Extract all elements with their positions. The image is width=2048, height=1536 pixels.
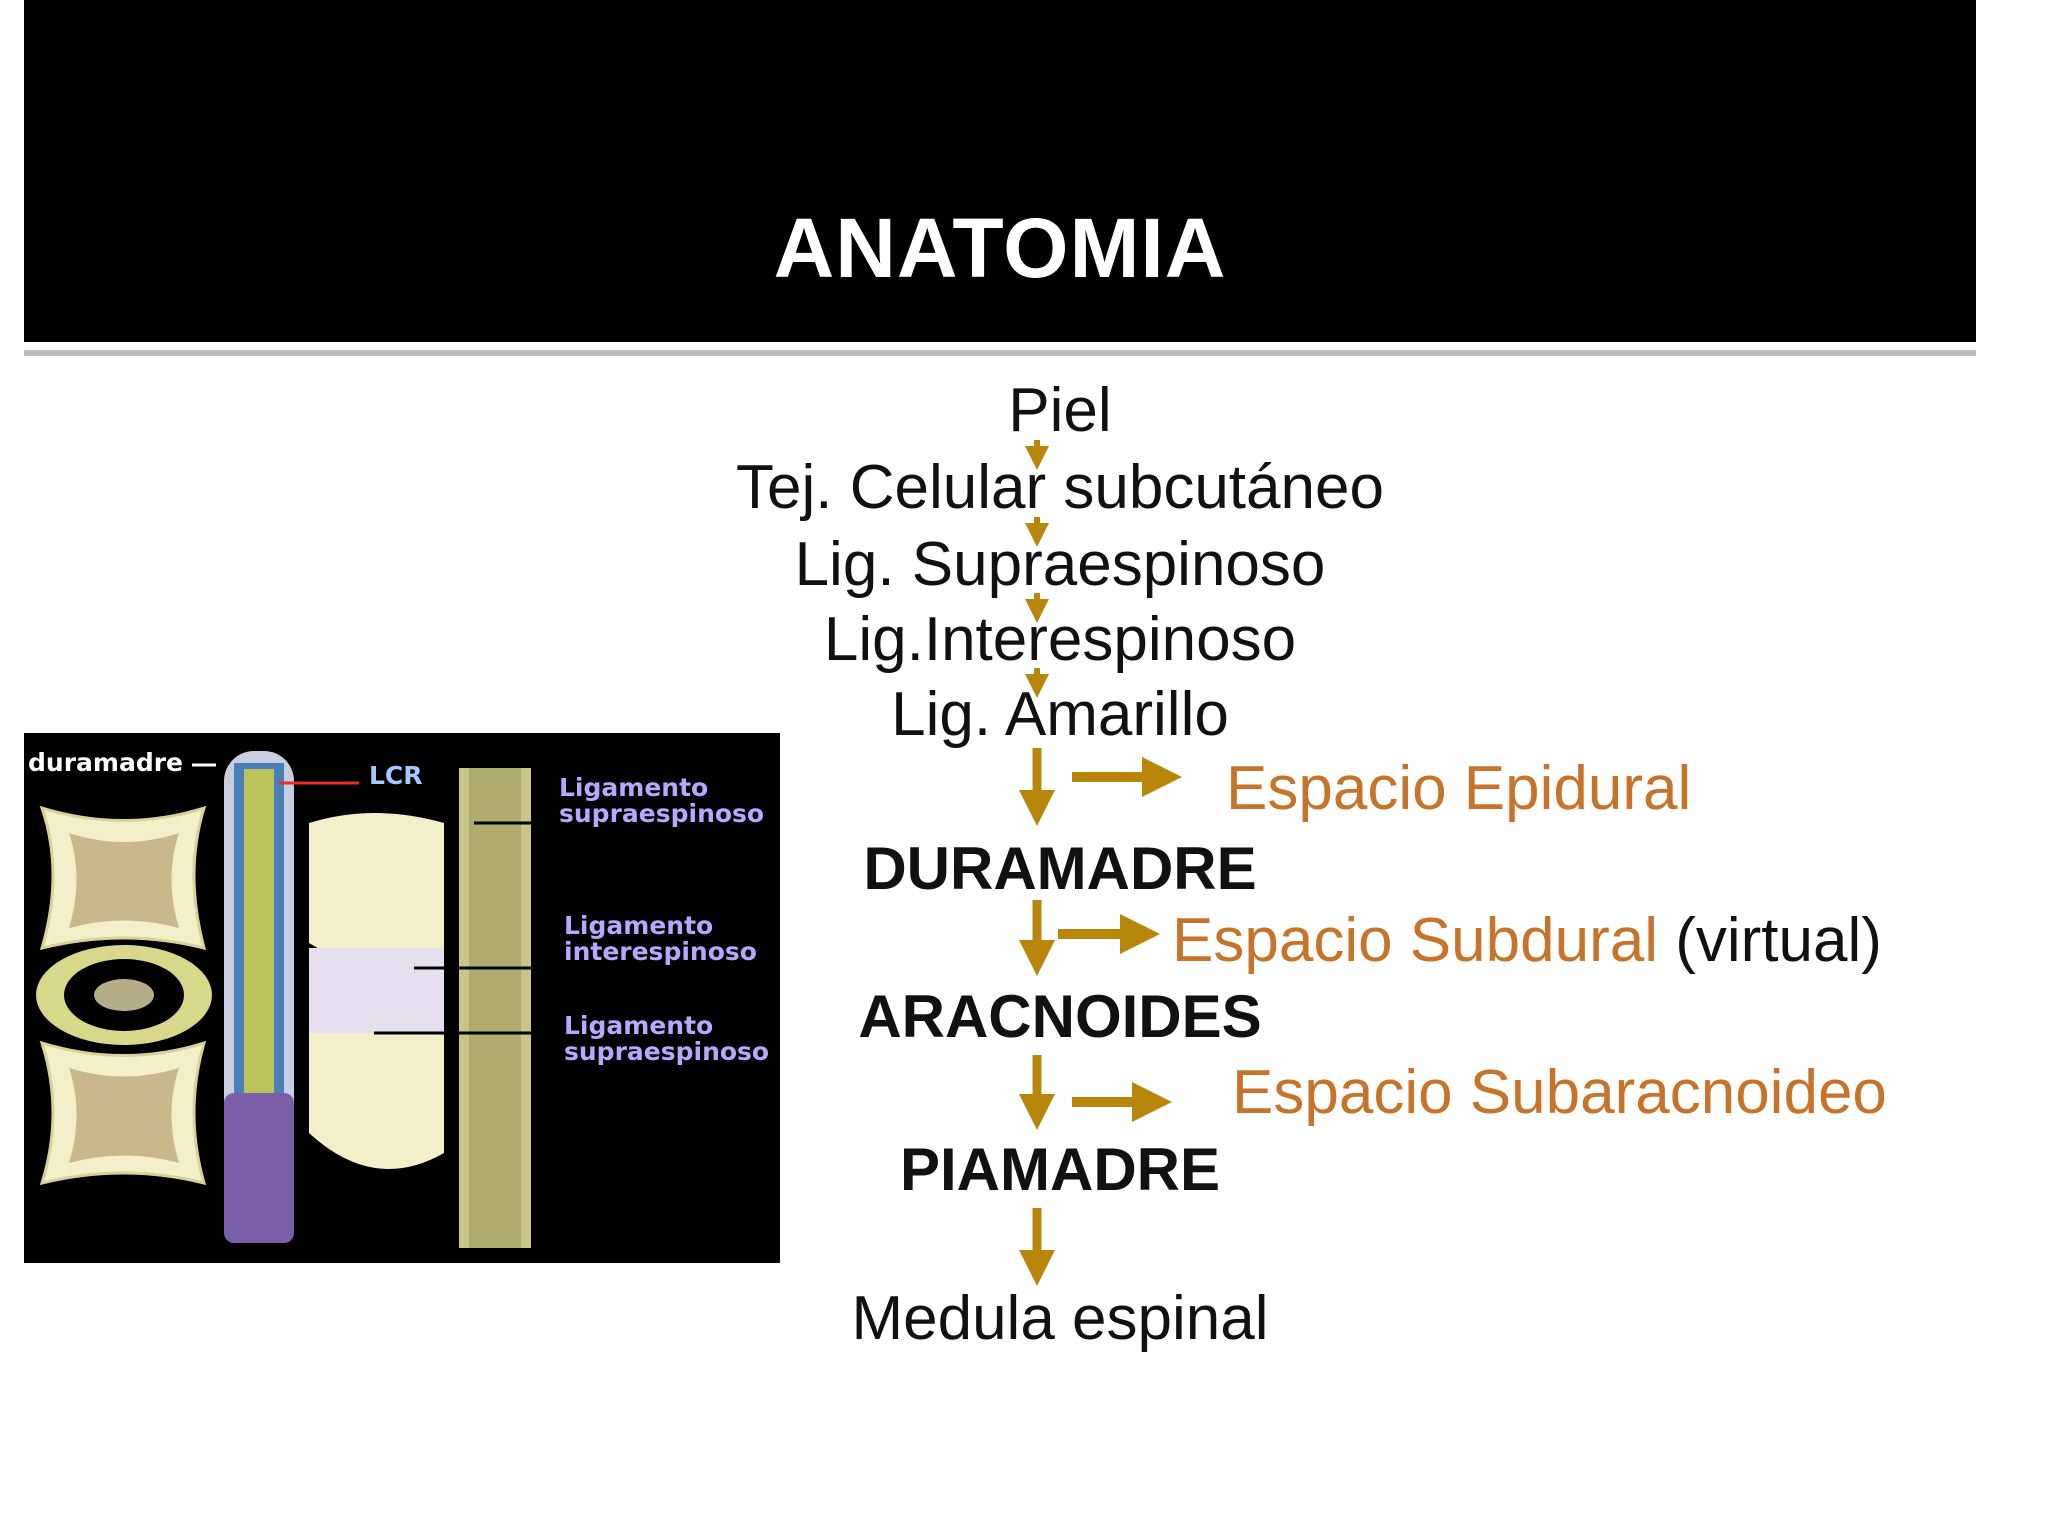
layer-medula-espinal: Medula espinal xyxy=(851,1284,1269,1353)
spinous-process xyxy=(309,813,444,1169)
label-ligamento-2: Ligamento interespinoso xyxy=(564,911,757,967)
layer-duramadre: DURAMADRE xyxy=(863,835,1257,902)
layer-tejido-subcutaneo: Tej. Celular subcutáneo xyxy=(736,453,1384,522)
slide-title: ANATOMIA xyxy=(773,201,1227,295)
label-duramadre: duramadre xyxy=(28,748,183,777)
layer-aracnoides: ARACNOIDES xyxy=(858,983,1262,1050)
label-lcr: LCR xyxy=(369,761,423,790)
layer-lig-supraespinoso: Lig. Supraespinoso xyxy=(794,530,1326,599)
layer-lig-interespinoso: Lig.Interespinoso xyxy=(823,605,1297,674)
layer-piel: Piel xyxy=(1008,376,1112,445)
vertebra-upper xyxy=(42,808,204,948)
label-ligamento-1: Ligamento supraespinoso xyxy=(559,773,765,829)
space-subaracnoideo-label: Espacio Subaracnoideo xyxy=(1232,1058,1887,1127)
layer-lig-amarillo: Lig. Amarillo xyxy=(891,680,1229,749)
space-subdural-note: (virtual) xyxy=(1675,906,1882,975)
space-subdural-label: Espacio Subdural xyxy=(1172,906,1658,975)
label-ligamento-3: Ligamento supraespinoso xyxy=(564,1011,770,1067)
ligament-band xyxy=(459,768,531,1248)
spine-illustration xyxy=(24,733,780,1263)
vertebra-lower xyxy=(42,1043,204,1183)
layer-piamadre: PIAMADRE xyxy=(899,1136,1220,1203)
space-epidural-label: Espacio Epidural xyxy=(1226,754,1692,823)
intervertebral-disc xyxy=(36,945,212,1045)
spinal-cord xyxy=(224,751,294,1243)
